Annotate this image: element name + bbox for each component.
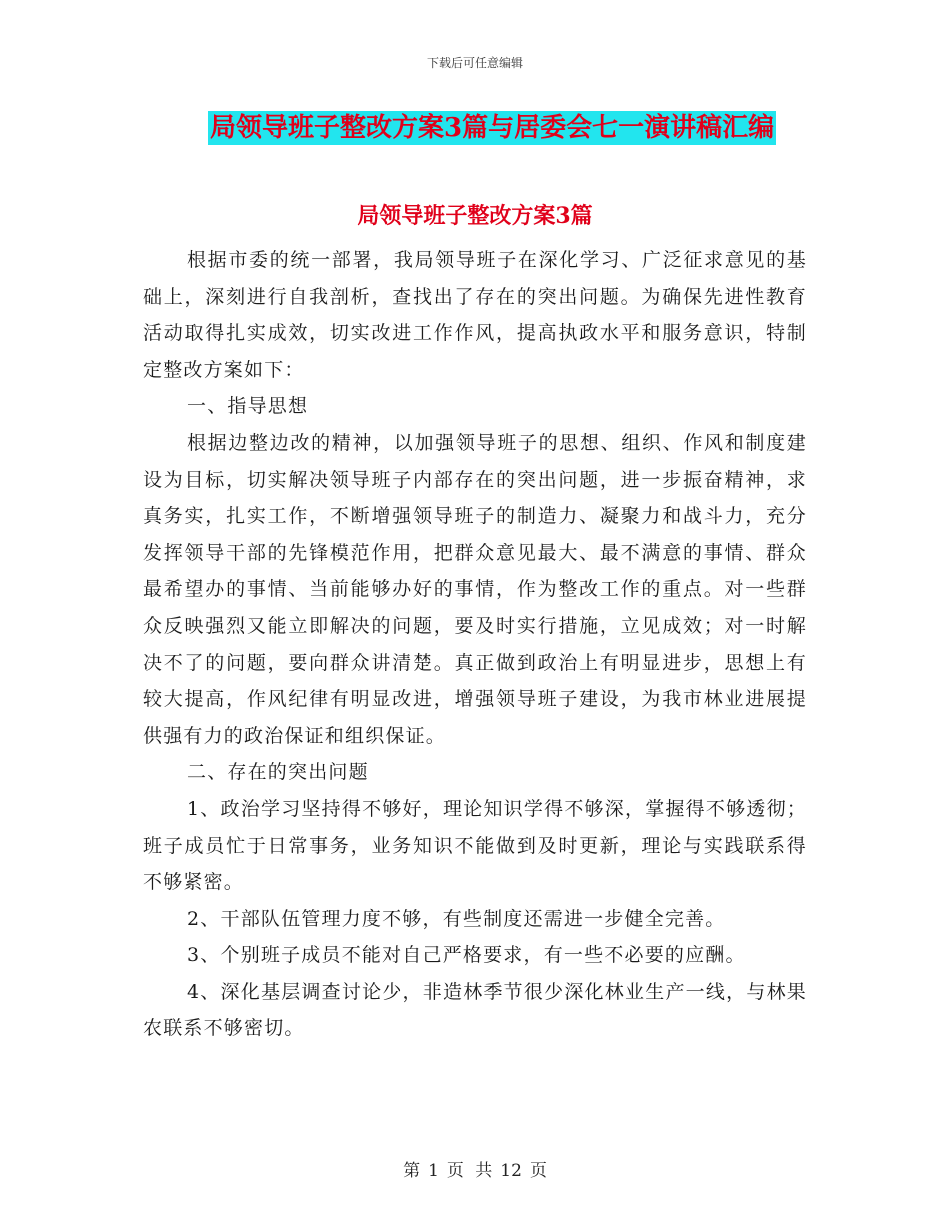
section-title: 局领导班子整改方案3篇 [357, 203, 593, 229]
page-footer [0, 1156, 950, 1181]
header-note: 下载后可任意编辑 [426, 56, 523, 70]
paragraph-guiding-thought: 根据边整边改的精神，以加强领导班子的思想、组织、作风和制度建设为目标，切实解决领导班子内部存在的突出问题，进一步振奋精神，求真务实，扎实工作，不断增强领导班子的制造力、凝聚力和战斗力，充分发挥领导干部的先锋模范作用，把群众意见最大、最不满意的事情、群众最希望办的事情、当前能够办好的事情，作为整改工作的重点。对一些群众反映强烈又能立即解决的问题，要及时实行措施，立见成效；对一时解决不了的问题，要向群众讲清楚。真正做到政治上有明显进步，思想上有较大提高，作风纪律有明显改进，增强领导班子建设，为我市林业进展提供强有力的政治保证和组织保证。 [143, 431, 807, 747]
current-page-number: 1 [428, 1161, 439, 1181]
footer-mid: 页 共 [446, 1161, 493, 1181]
document-body [143, 242, 807, 1047]
total-page-count: 12 [500, 1161, 522, 1181]
footer-suffix: 页 [529, 1161, 547, 1181]
problem-item-4: 4、深化基层调查讨论少，非造林季节很少深化林业生产一线，与林果农联系不够密切。 [143, 980, 807, 1040]
problem-item-1: 1、政治学习坚持得不够好，理论知识学得不够深，掌握得不够透彻；班子成员忙于日常事务，业务知识不能做到及时更新，理论与实践联系得不够紧密。 [143, 797, 807, 894]
document-main-title: 局领导班子整改方案3篇与居委会七一演讲稿汇编 [210, 113, 775, 143]
problem-item-2: 2、干部队伍管理力度不够，有些制度还需进一步健全完善。 [187, 907, 726, 930]
paragraph-intro: 根据市委的统一部署，我局领导班子在深化学习、广泛征求意见的基础上，深刻进行自我剖析，查找出了存在的突出问题。为确保先进性教育活动取得扎实成效，切实改进工作作风，提高执政水平和服务意识，特制定整改方案如下： [143, 249, 807, 381]
heading-problems: 二、存在的突出问题 [187, 761, 369, 784]
heading-guiding-thought: 一、指导思想 [187, 395, 309, 418]
footer-prefix: 第 [403, 1161, 421, 1181]
problem-item-3: 3、个别班子成员不能对自己严格要求，有一些不必要的应酬。 [187, 944, 746, 967]
